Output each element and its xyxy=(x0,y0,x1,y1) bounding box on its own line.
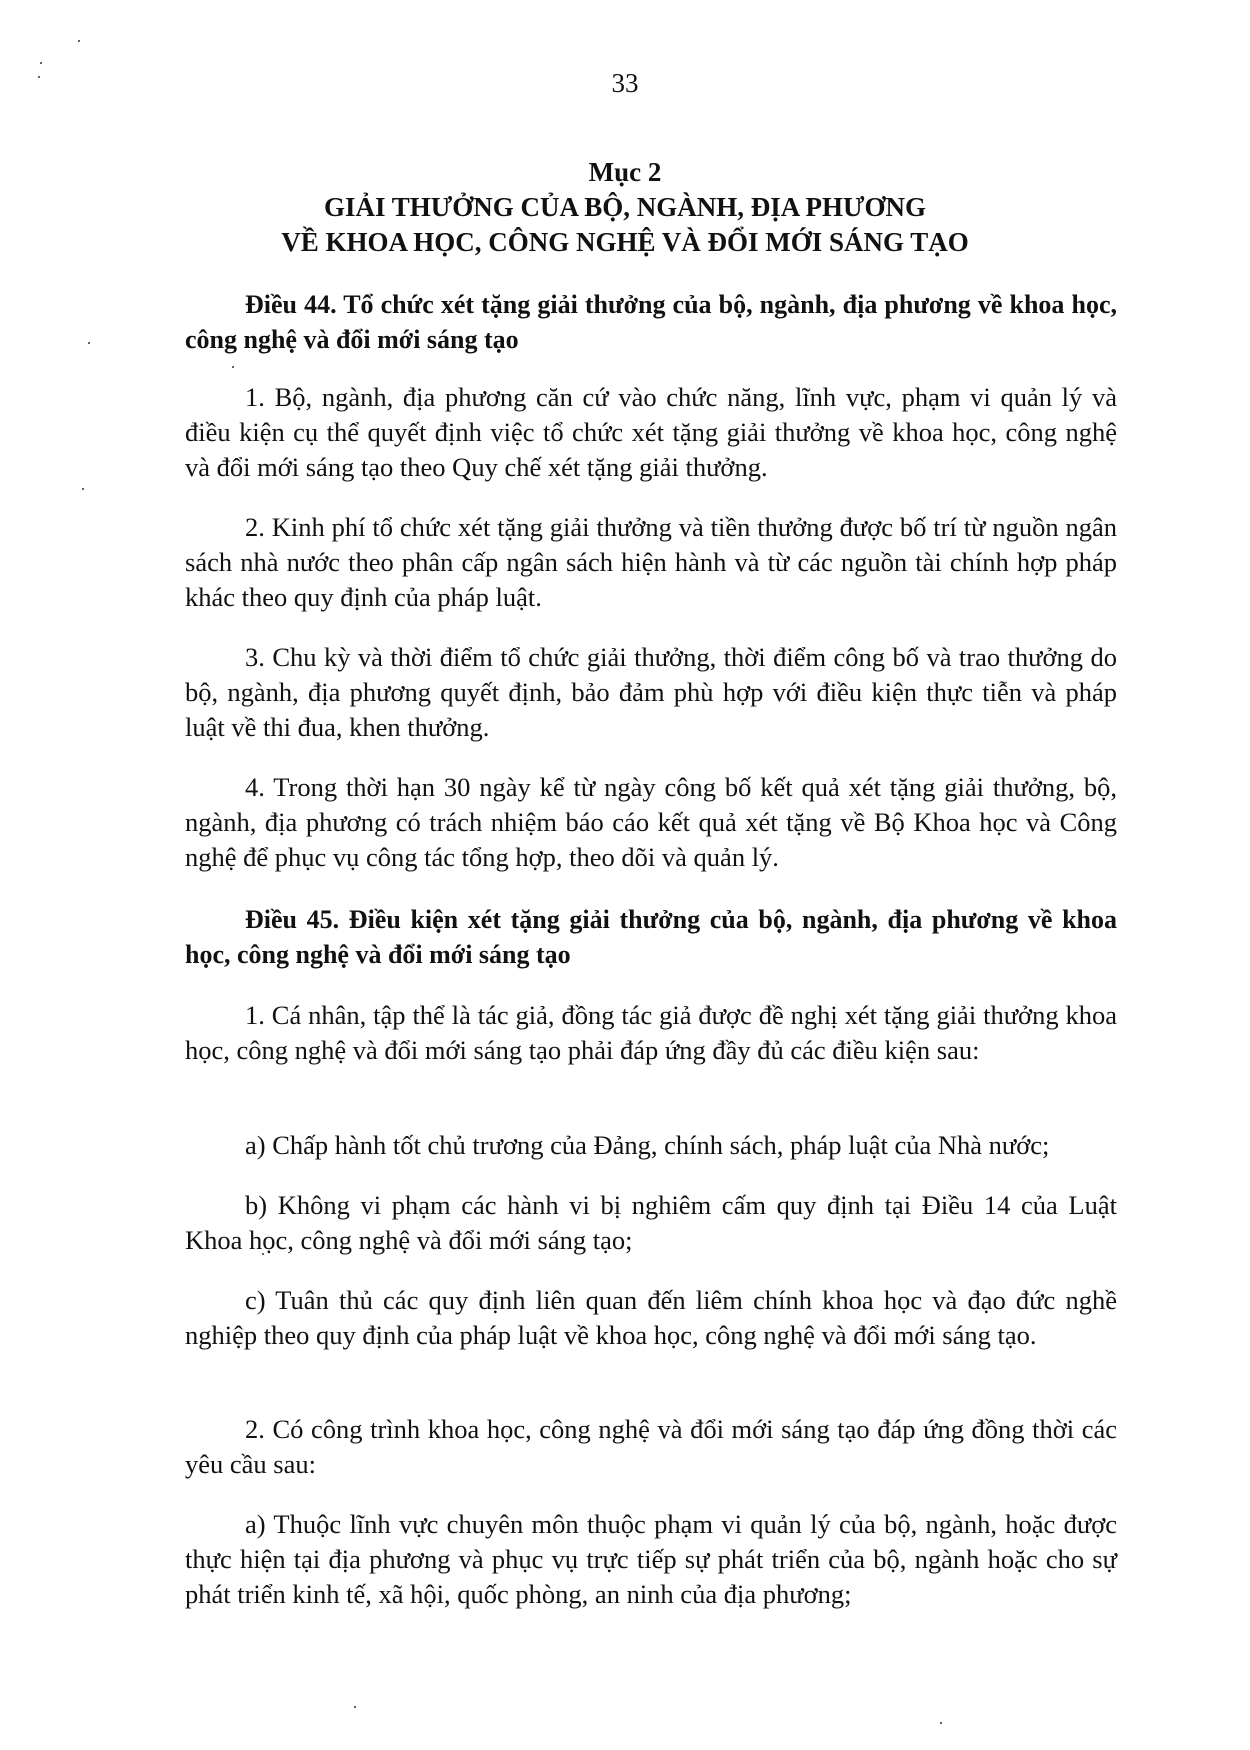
article-44-title: Điều 44. Tổ chức xét tặng giải thưởng của bộ, ngành, địa phương về khoa học, công nghệ và đổi mới sáng tạo xyxy=(185,290,1117,354)
article-44-paragraph-1: 1. Bộ, ngành, địa phương căn cứ vào chức năng, lĩnh vực, phạm vi quản lý và điều kiện cụ thể quyết định việc tổ chức xét tặng giải thưởng về khoa học, công nghệ và đổi mới sáng tạo theo Quy chế xét tặng giải thưởng. xyxy=(185,382,1117,482)
article-44-paragraph-3: 3. Chu kỳ và thời điểm tổ chức giải thưởng, thời điểm công bố và trao thưởng do bộ, ngành, địa phương quyết định, bảo đảm phù hợp với điều kiện thực tiễn và pháp luật về thi đua, khen thưởng. xyxy=(185,642,1117,742)
section-label: Mục 2 xyxy=(588,157,662,187)
scan-speck xyxy=(40,62,42,64)
article-45-item-a: a) Chấp hành tốt chủ trương của Đảng, chính sách, pháp luật của Nhà nước; xyxy=(245,1130,1050,1160)
scan-speck xyxy=(82,488,84,490)
scan-speck xyxy=(78,40,80,42)
section-title-line-2: VỀ KHOA HỌC, CÔNG NGHỆ VÀ ĐỔI MỚI SÁNG TẠO xyxy=(281,227,969,257)
page-number: 33 xyxy=(611,68,639,98)
article-45-item-c: c) Tuân thủ các quy định liên quan đến liêm chính khoa học và đạo đức nghề nghiệp theo quy định của pháp luật về khoa học, công nghệ và đổi mới sáng tạo. xyxy=(185,1285,1117,1350)
article-45-paragraph-2: 2. Có công trình khoa học, công nghệ và đổi mới sáng tạo đáp ứng đồng thời các yêu cầu sau: xyxy=(185,1414,1117,1479)
article-45-paragraph-2-item-a: a) Thuộc lĩnh vực chuyên môn thuộc phạm vi quản lý của bộ, ngành, hoặc được thực hiện tại địa phương và phục vụ trực tiếp sự phát triển của bộ, ngành hoặc cho sự phát triển kinh tế, xã hội, quốc phòng, an ninh của địa phương; xyxy=(185,1509,1117,1609)
article-44-paragraph-4: 4. Trong thời hạn 30 ngày kể từ ngày công bố kết quả xét tặng giải thưởng, bộ, ngành, địa phương có trách nhiệm báo cáo kết quả xét tặng về Bộ Khoa học và Công nghệ để phục vụ công tác tổng hợp, theo dõi và quản lý. xyxy=(185,772,1117,872)
section-heading xyxy=(0,155,1250,260)
scan-speck xyxy=(940,1722,942,1724)
scan-speck xyxy=(354,1706,356,1708)
article-45-title: Điều 45. Điều kiện xét tặng giải thưởng của bộ, ngành, địa phương về khoa học, công nghệ và đổi mới sáng tạo xyxy=(185,905,1117,969)
article-44-paragraph-2: 2. Kinh phí tổ chức xét tặng giải thưởng và tiền thưởng được bố trí từ nguồn ngân sách nhà nước theo phân cấp ngân sách hiện hành và từ các nguồn tài chính hợp pháp khác theo quy định của pháp luật. xyxy=(185,512,1117,612)
section-title-line-1: GIẢI THƯỞNG CỦA BỘ, NGÀNH, ĐỊA PHƯƠNG xyxy=(323,192,927,222)
article-45-item-b: b) Không vi phạm các hành vi bị nghiêm cấm quy định tại Điều 14 của Luật Khoa học, công nghệ và đổi mới sáng tạo; xyxy=(185,1190,1117,1255)
article-45-paragraph-1: 1. Cá nhân, tập thể là tác giả, đồng tác giả được đề nghị xét tặng giải thưởng khoa học, công nghệ và đổi mới sáng tạo phải đáp ứng đầy đủ các điều kiện sau: xyxy=(185,1000,1117,1065)
scan-speck xyxy=(232,366,234,368)
scan-speck xyxy=(88,342,90,344)
